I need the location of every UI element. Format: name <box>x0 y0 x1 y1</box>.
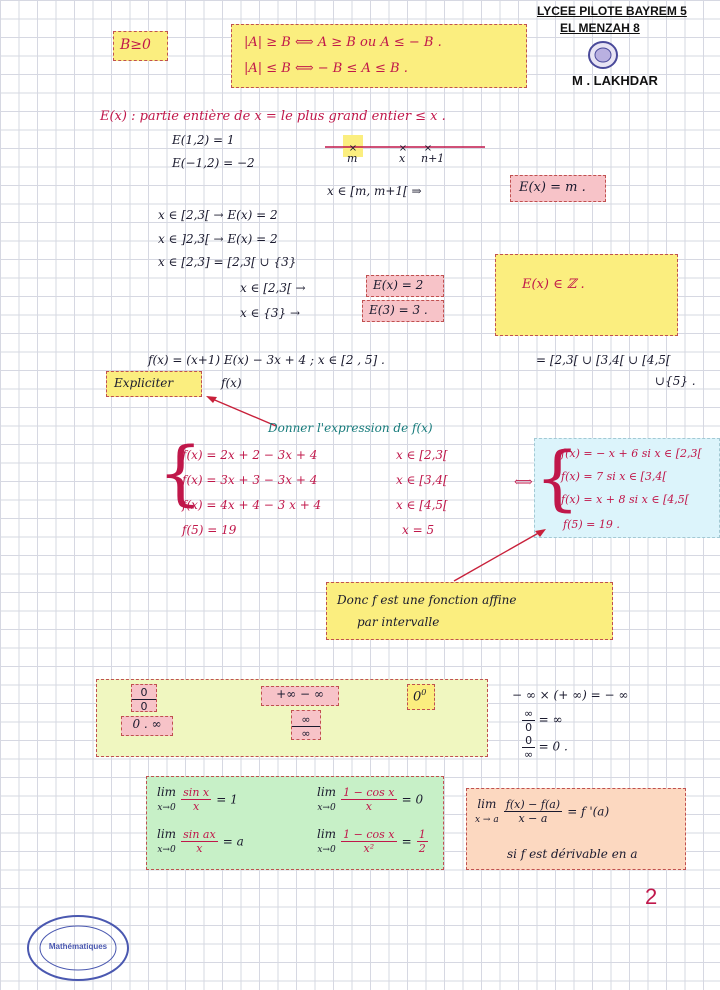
deriv-lim-sub: x → a <box>475 815 499 825</box>
form-zero-times-inf-text: 0 . ∞ <box>132 717 162 731</box>
integer-set-box <box>495 254 678 336</box>
limit-cos-x <box>317 785 423 813</box>
form-inf-minus-inf-text: +∞ − ∞ <box>276 687 324 701</box>
l4-den: x² <box>363 841 375 855</box>
equivalence-sign: ⟺ <box>514 475 533 490</box>
l4-num: 1 − cos x <box>343 827 395 841</box>
author-name: M . LAKHDAR <box>572 73 658 88</box>
arrow-to-explicit-box <box>450 525 550 585</box>
right-sys-1: f(x) = − x + 6 si x ∈ [2,3[ <box>561 447 702 460</box>
donner-expression: Donner l'expression de f(x) <box>268 421 433 435</box>
abs-value-box <box>231 24 527 88</box>
integer-result-text: E(x) = m . <box>519 180 586 195</box>
form-zero-exp: 0 <box>421 688 427 697</box>
integer-example-1: E(1,2) = 1 <box>172 133 235 147</box>
left-sys-expr-1: f(x) = 2x + 2 − 3x + 4 <box>182 448 318 462</box>
abs-line-2: |A| ≤ B ⟺ − B ≤ A ≤ B . <box>244 61 408 76</box>
limit-sin-x <box>157 785 238 813</box>
form-zero-pow-zero <box>407 684 435 710</box>
condition-text: B≥0 <box>120 37 151 53</box>
rule2-result: = ∞ <box>538 712 563 727</box>
axis-label-x: x <box>399 152 406 165</box>
left-sys-expr-4: f(5) = 19 <box>182 523 237 537</box>
form-zero-times-inf <box>121 716 173 736</box>
derivative-limit <box>475 797 609 825</box>
rule-inf-over-zero <box>522 707 563 734</box>
right-sys-2: f(x) = 7 si x ∈ [3,4[ <box>561 470 667 483</box>
l1-result: = 1 <box>216 792 238 807</box>
school-name: LYCEE PILOTE BAYREM 5 <box>537 4 687 18</box>
stamp-center-text: Mathématiques <box>48 942 108 951</box>
form-inf-over-inf <box>291 710 321 740</box>
l2-num: 1 − cos x <box>343 785 395 799</box>
left-sys-cond-2: x ∈ [3,4[ <box>396 473 448 487</box>
axis-label-m: m <box>347 152 358 165</box>
case-4-box-text: E(x) = 2 <box>373 278 424 292</box>
rule3-result: = 0 . <box>538 739 568 754</box>
membership-statement: x ∈ [m, m+1[ ⇒ <box>327 184 422 198</box>
right-sys-3: f(x) = x + 8 si x ∈ [4,5[ <box>561 493 690 506</box>
school-stamp <box>26 914 130 982</box>
function-definition: f(x) = (x+1) E(x) − 3x + 4 ; x ∈ [2 , 5] . <box>148 353 385 367</box>
expliciter-box <box>106 371 202 397</box>
conclusion-box <box>326 582 613 640</box>
conclusion-line-2: par intervalle <box>357 615 440 629</box>
case-4-box <box>366 275 444 297</box>
l3-num: sin ax <box>183 827 216 841</box>
svg-text:×: × <box>398 143 408 154</box>
school-location: EL MENZAH 8 <box>560 21 640 35</box>
conclusion-line-1: Donc f est une fonction affine <box>337 593 517 607</box>
rule3-den: ∞ <box>524 748 534 761</box>
rule2-den: 0 <box>525 721 533 734</box>
l1-den: x <box>193 799 200 813</box>
lim-3: lim <box>157 827 177 841</box>
form-inf-den: ∞ <box>301 727 311 740</box>
integer-part-definition: E(x) : partie entière de x = le plus grand entier ≤ x . <box>100 109 446 124</box>
svg-text:×: × <box>423 143 433 154</box>
integer-example-2: E(−1,2) = −2 <box>172 156 255 170</box>
limit-sin-ax <box>157 827 244 855</box>
axis-label-n1: n+1 <box>421 152 445 165</box>
form-zero-den: 0 <box>140 700 148 713</box>
expliciter-f: f(x) <box>221 376 242 390</box>
lim-2-sub: x→0 <box>317 803 336 813</box>
l3-den: x <box>196 841 203 855</box>
lim-2: lim <box>317 785 337 799</box>
rule-zero-over-inf <box>522 734 568 761</box>
integer-set-text: E(x) ∈ ℤ . <box>522 277 585 292</box>
derivative-note: si f est dérivable en a <box>507 847 638 861</box>
right-sys-4: f(5) = 19 . <box>563 518 620 531</box>
deriv-num: f(x) − f(a) <box>505 797 561 811</box>
case-5: x ∈ {3} → <box>240 306 301 320</box>
derivative-box <box>466 788 686 870</box>
integer-result-box <box>510 175 606 202</box>
domain-split-2: ∪{5} . <box>655 374 696 388</box>
left-sys-cond-3: x ∈ [4,5[ <box>396 498 448 512</box>
left-sys-cond-1: x ∈ [2,3[ <box>396 448 448 462</box>
case-1: x ∈ [2,3[ → E(x) = 2 <box>158 208 278 222</box>
lim-1: lim <box>157 785 177 799</box>
form-zero-num: 0 <box>132 686 156 700</box>
l1-num: sin x <box>183 785 210 799</box>
case-3: x ∈ [2,3] = [2,3[ ∪ {3} <box>158 255 297 269</box>
explicit-function-box <box>534 438 720 538</box>
left-sys-expr-2: f(x) = 3x + 3 − 3x + 4 <box>182 473 318 487</box>
deriv-lim: lim <box>477 797 497 811</box>
limits-box <box>146 776 444 870</box>
form-inf-num: ∞ <box>292 713 320 727</box>
case-2: x ∈ ]2,3[ → E(x) = 2 <box>158 232 278 246</box>
l4-res-num: 1 <box>418 827 426 841</box>
condition-box <box>113 31 168 61</box>
school-logo <box>578 40 628 70</box>
domain-split: = [2,3[ ∪ [3,4[ ∪ [4,5[ <box>536 353 671 367</box>
lim-4-sub: x→0 <box>317 845 336 855</box>
svg-text:×: × <box>348 143 358 154</box>
form-zero-base: 0 <box>413 689 422 705</box>
l2-den: x <box>365 799 372 813</box>
case-5-box-text: E(3) = 3 . <box>369 303 428 317</box>
limit-cos-x-squared: lim x→0 $\frac{\text{1 − cos x}}{\text{x²}}$ = $\frac{1}{2}$ <box>317 827 426 855</box>
deriv-den: x − a <box>518 811 548 825</box>
case-5-box <box>362 300 444 322</box>
l2-result: = 0 <box>401 792 424 807</box>
form-inf-minus-inf <box>261 686 339 706</box>
page-number: 2 <box>645 884 658 909</box>
rule-inf-product: − ∞ × (+ ∞) = − ∞ <box>512 688 629 702</box>
form-zero-over-zero <box>131 684 157 712</box>
rule3-num: 0 <box>522 734 535 748</box>
abs-line-1: |A| ≥ B ⟺ A ≥ B ou A ≤ − B . <box>244 35 442 50</box>
case-4: x ∈ [2,3[ → <box>240 281 306 295</box>
left-brace: { <box>158 432 203 514</box>
lim-3-sub: x→0 <box>157 845 176 855</box>
left-sys-cond-4: x = 5 <box>402 523 435 537</box>
l4-res-den: 2 <box>418 841 426 855</box>
expliciter-text: Expliciter <box>114 376 174 390</box>
l3-result: = a <box>222 834 244 849</box>
rule2-num: ∞ <box>524 707 534 720</box>
left-sys-expr-3: f(x) = 4x + 4 − 3 x + 4 <box>182 498 322 512</box>
lim-4: lim <box>317 827 337 841</box>
deriv-result: = f '(a) <box>567 804 610 819</box>
indeterminate-forms-box <box>96 679 488 757</box>
right-brace: { <box>535 437 580 519</box>
lim-1-sub: x→0 <box>157 803 176 813</box>
